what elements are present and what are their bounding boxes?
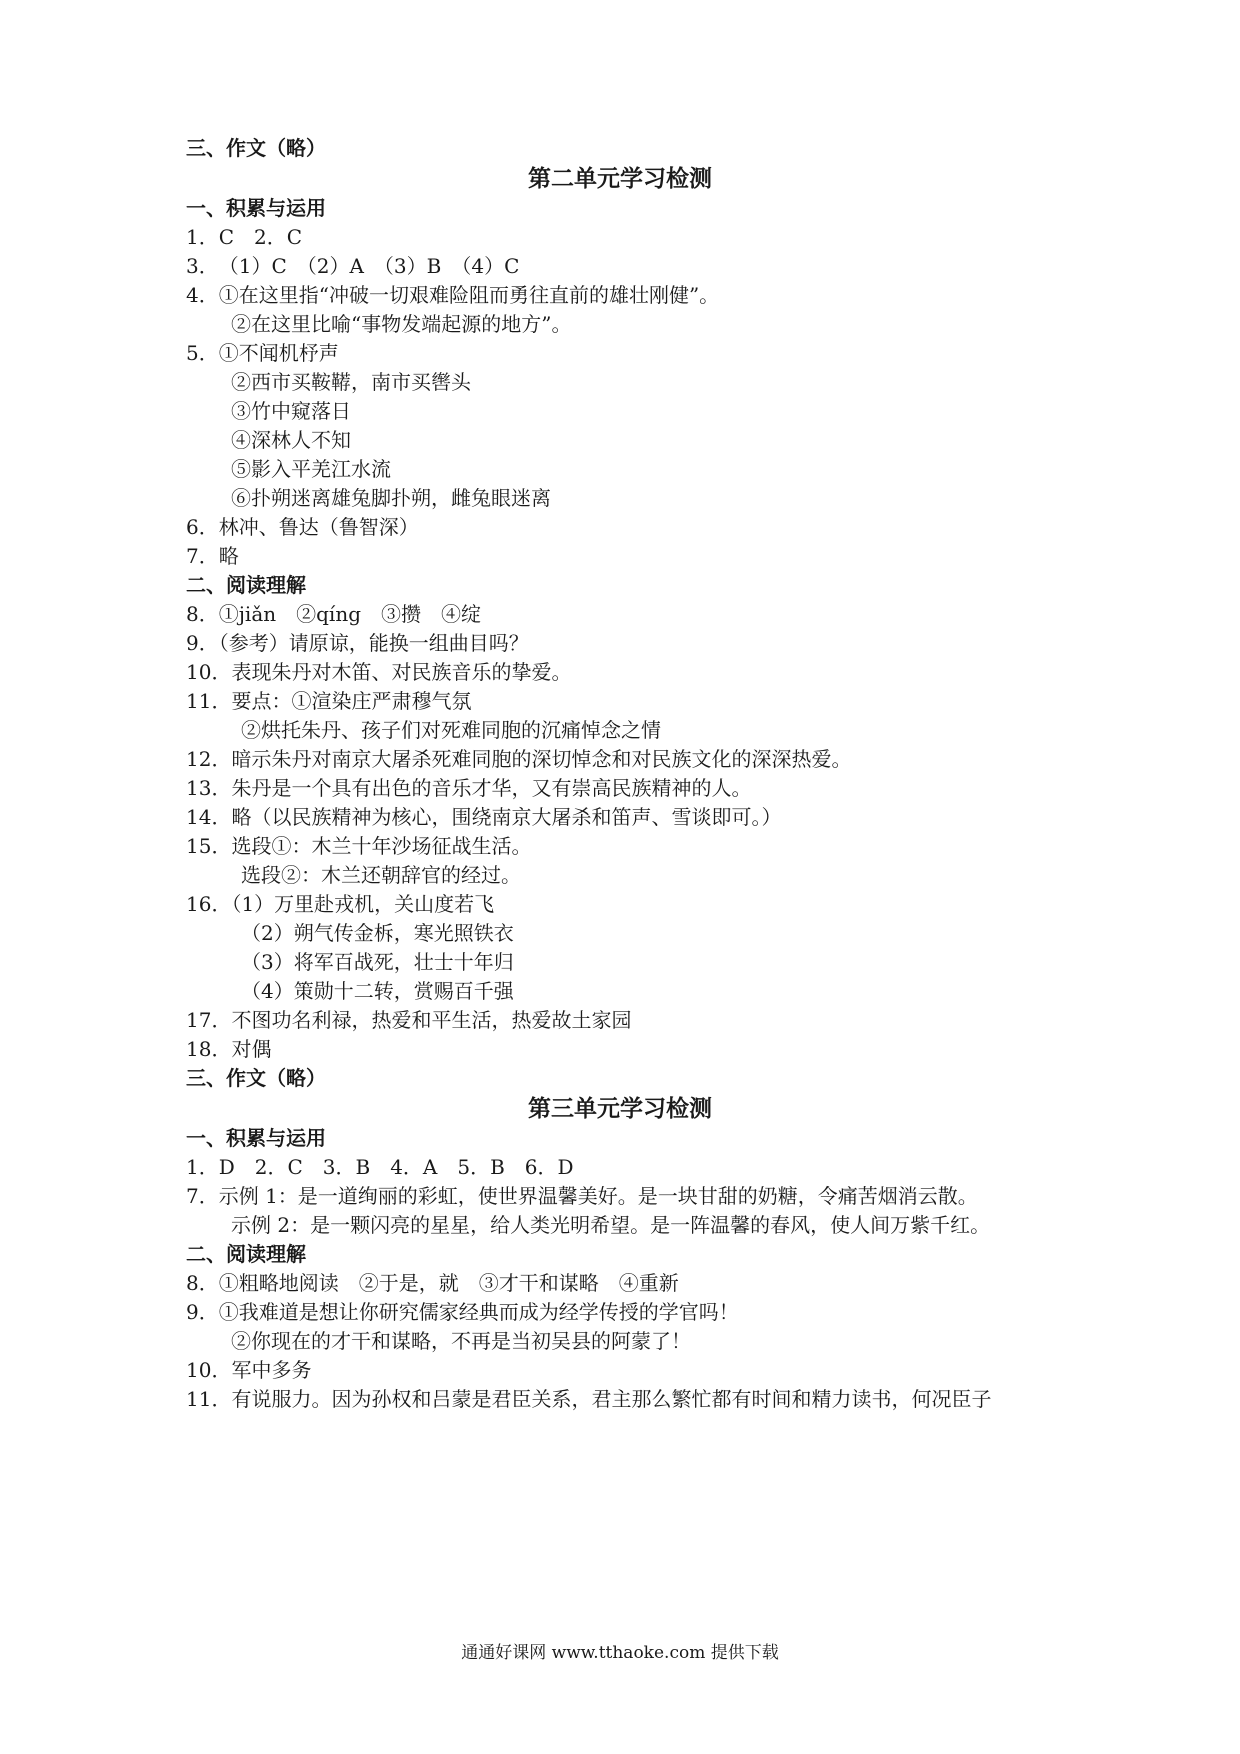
unit-3-title: 第三单元学习检测 xyxy=(528,1096,712,1122)
answer-line: 4．①在这里指“冲破一切艰难险阻而勇往直前的雄壮刚健”。 xyxy=(186,283,720,307)
answer-line: 5．①不闻机杼声 xyxy=(186,341,339,365)
answer-line: 8．①粗略地阅读 ②于是，就 ③才干和谋略 ④重新 xyxy=(186,1271,679,1295)
section-heading-reading: 二、阅读理解 xyxy=(186,1242,306,1266)
answer-line: 17．不图功名利禄，热爱和平生活，热爱故土家园 xyxy=(186,1008,632,1032)
answer-line: 9．①我难道是想让你研究儒家经典而成为经学传授的学官吗！ xyxy=(186,1300,739,1324)
answer-line: 18．对偶 xyxy=(186,1037,272,1061)
answer-line: 10．表现朱丹对木笛、对民族音乐的挚爱。 xyxy=(186,660,572,684)
section-heading-composition: 三、作文（略） xyxy=(186,1066,326,1090)
answer-line: ②西市买鞍鞯，南市买辔头 xyxy=(231,370,471,394)
answer-line: ②烘托朱丹、孩子们对死难同胞的沉痛悼念之情 xyxy=(241,718,661,742)
answer-line: 9．（参考）请原谅，能换一组曲目吗？ xyxy=(186,631,529,655)
answer-line: （4）策勋十二转，赏赐百千强 xyxy=(241,979,514,1003)
answer-line: 1．D 2．C 3．B 4．A 5．B 6．D xyxy=(186,1155,574,1179)
answer-line: ⑤影入平羌江水流 xyxy=(231,457,391,481)
section-heading-composition: 三、作文（略） xyxy=(186,136,326,160)
answer-line: 12．暗示朱丹对南京大屠杀死难同胞的深切悼念和对民族文化的深深热爱。 xyxy=(186,747,852,771)
answer-line: 13．朱丹是一个具有出色的音乐才华，又有崇高民族精神的人。 xyxy=(186,776,752,800)
answer-line: 7．略 xyxy=(186,544,239,568)
answer-line: ⑥扑朔迷离雄兔脚扑朔，雌兔眼迷离 xyxy=(231,486,551,510)
answer-line: 6．林冲、鲁达（鲁智深） xyxy=(186,515,419,539)
answer-line: ②你现在的才干和谋略，不再是当初吴县的阿蒙了！ xyxy=(231,1329,691,1353)
answer-line: 11．要点：①渲染庄严肃穆气氛 xyxy=(186,689,472,713)
section-heading-accumulation: 一、积累与运用 xyxy=(186,196,326,220)
answer-line: 10．军中多务 xyxy=(186,1358,312,1382)
answer-line: ③竹中窥落日 xyxy=(231,399,351,423)
unit-2-title: 第二单元学习检测 xyxy=(528,166,712,192)
answer-line: ②在这里比喻“事物发端起源的地方”。 xyxy=(231,312,572,336)
answer-line: 1．C 2．C xyxy=(186,225,303,249)
answer-line: 3． （1）C （2）A （3）B （4）C xyxy=(186,254,520,278)
answer-line: 16．（1）万里赴戎机，关山度若飞 xyxy=(186,892,495,916)
page-footer: 通通好课网 www.tthaoke.com 提供下载 xyxy=(461,1643,779,1663)
answer-line: 选段②：木兰还朝辞官的经过。 xyxy=(241,863,521,887)
answer-line: 15．选段①：木兰十年沙场征战生活。 xyxy=(186,834,532,858)
answer-line: 8．①jiǎn ②qíng ③攒 ④绽 xyxy=(186,602,482,626)
answer-line: 11．有说服力。因为孙权和吕蒙是君臣关系，君主那么繁忙都有时间和精力读书，何况臣子 xyxy=(186,1387,992,1411)
answer-line: （3）将军百战死，壮士十年归 xyxy=(241,950,514,974)
answer-line: ④深林人不知 xyxy=(231,428,351,452)
answer-line: 7．示例 1：是一道绚丽的彩虹，使世界温馨美好。是一块甘甜的奶糖，令痛苦烟消云散。 xyxy=(186,1184,978,1208)
section-heading-accumulation: 一、积累与运用 xyxy=(186,1126,326,1150)
answer-line: （2）朔气传金柝，寒光照铁衣 xyxy=(241,921,514,945)
answer-line: 示例 2：是一颗闪亮的星星，给人类光明希望。是一阵温馨的春风，使人间万紫千红。 xyxy=(231,1213,991,1237)
answer-line: 14．略（以民族精神为核心，围绕南京大屠杀和笛声、雪谈即可。） xyxy=(186,805,782,829)
section-heading-reading: 二、阅读理解 xyxy=(186,573,306,597)
